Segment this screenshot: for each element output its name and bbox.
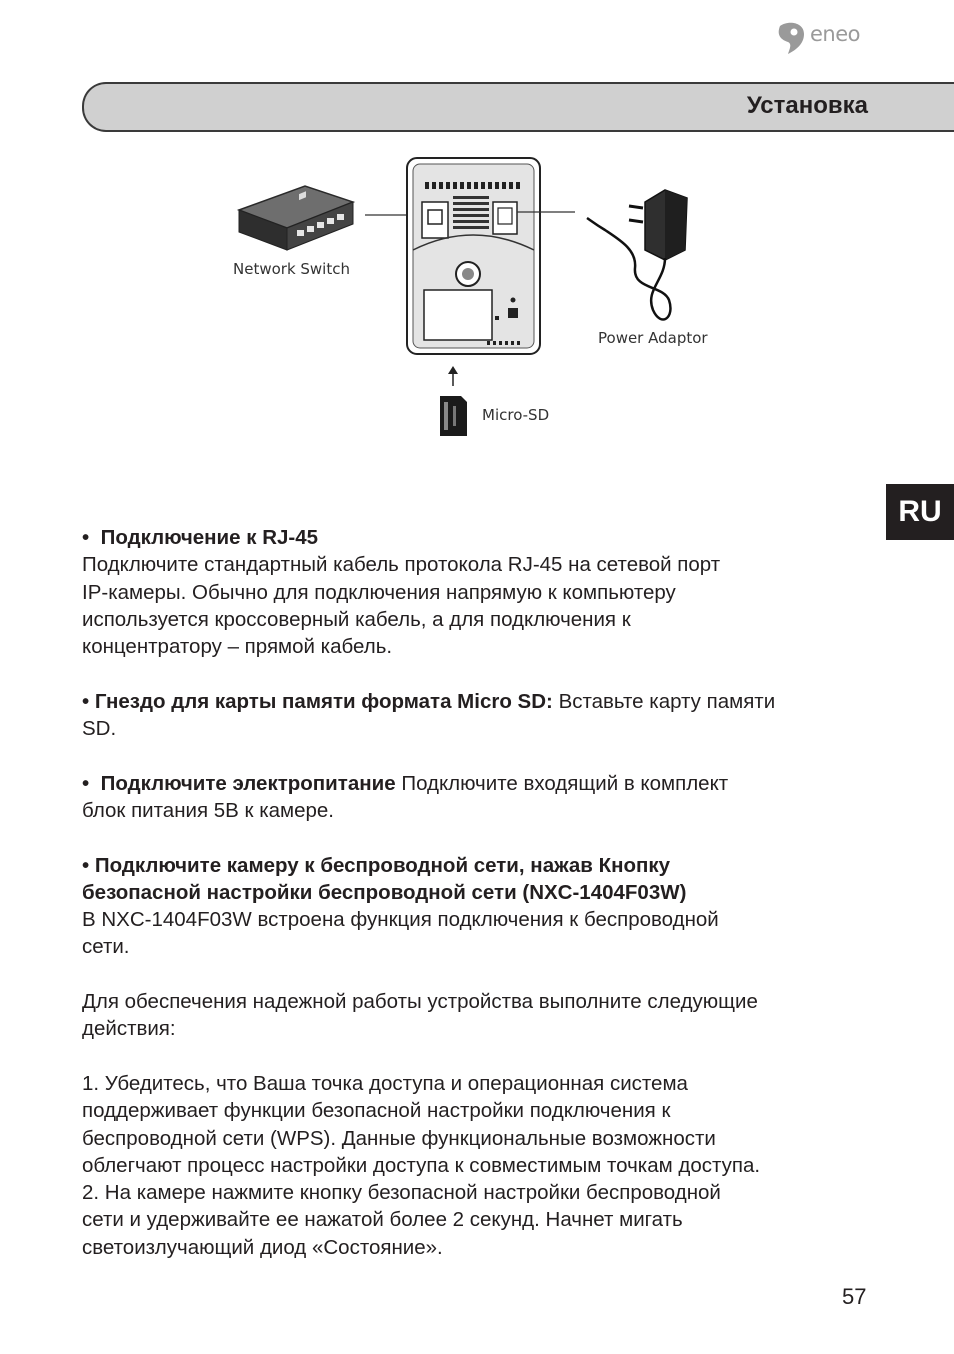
micro-sd-label: Micro-SD xyxy=(482,406,550,424)
body-content xyxy=(82,524,872,1261)
micro-sd-card-illustration xyxy=(440,396,467,436)
step-line: поддерживает функции безопасной настройки подключения к xyxy=(82,1099,671,1123)
page-number: 57 xyxy=(842,1284,867,1309)
network-switch-label: Network Switch xyxy=(233,260,350,278)
section-title: Установка xyxy=(746,92,868,119)
microsd-paragraph: • Гнездо для карты памяти формата Micro SD: Вставьте карту памяти xyxy=(82,689,776,713)
installation-diagram xyxy=(225,150,735,450)
diagram-drawing xyxy=(225,150,735,450)
camera-back-illustration xyxy=(407,158,540,354)
step-line: сети и удерживайте ее нажатой более 2 секунд. Начнет мигать xyxy=(82,1208,683,1232)
intro-line: Для обеспечения надежной работы устройства выполните следующие xyxy=(82,990,758,1014)
language-tab: RU xyxy=(886,484,954,540)
power-paragraph: • Подключите электропитание Подключите входящий в комплект xyxy=(82,771,729,795)
power-line: блок питания 5В к камере. xyxy=(82,798,335,822)
rj45-line: используется кроссоверный кабель, а для подключения к xyxy=(82,607,631,631)
rj45-line: концентратору – прямой кабель. xyxy=(82,635,393,659)
step-line: 1. Убедитесь, что Ваша точка доступа и операционная система xyxy=(82,1071,688,1095)
power-adaptor-label: Power Adaptor xyxy=(598,329,708,347)
microsd-line: SD. xyxy=(82,717,117,741)
rj45-line: IP-камеры. Обычно для подключения напрямую к компьютеру xyxy=(82,580,676,604)
wps-heading: • Подключите камеру к беспроводной сети, нажав Кнопку xyxy=(82,853,671,877)
rj45-heading: • Подключение к RJ-45 xyxy=(82,526,319,549)
step-line: облегчают процесс настройки доступа к совместимым точкам доступа. xyxy=(82,1153,761,1177)
wps-line: сети. xyxy=(82,935,130,959)
network-switch-illustration xyxy=(239,186,353,250)
brand-name: eneo xyxy=(810,22,860,46)
step-line: 2. На камере нажмите кнопку безопасной настройки беспроводной xyxy=(82,1181,721,1205)
power-adaptor-illustration xyxy=(587,190,687,319)
wps-line: В NXC-1404F03W встроена функция подключения к беспроводной xyxy=(82,908,719,932)
rj45-line: Подключите стандартный кабель протокола RJ-45 на сетевой порт xyxy=(82,553,721,577)
intro-line: действия: xyxy=(82,1017,176,1041)
step-line: беспроводной сети (WPS). Данные функциональные возможности xyxy=(82,1126,716,1150)
step-line: светоизлучающий диод «Состояние». xyxy=(82,1235,443,1259)
wps-heading-cont: безопасной настройки беспроводной сети (NXC-1404F03W) xyxy=(82,880,687,904)
